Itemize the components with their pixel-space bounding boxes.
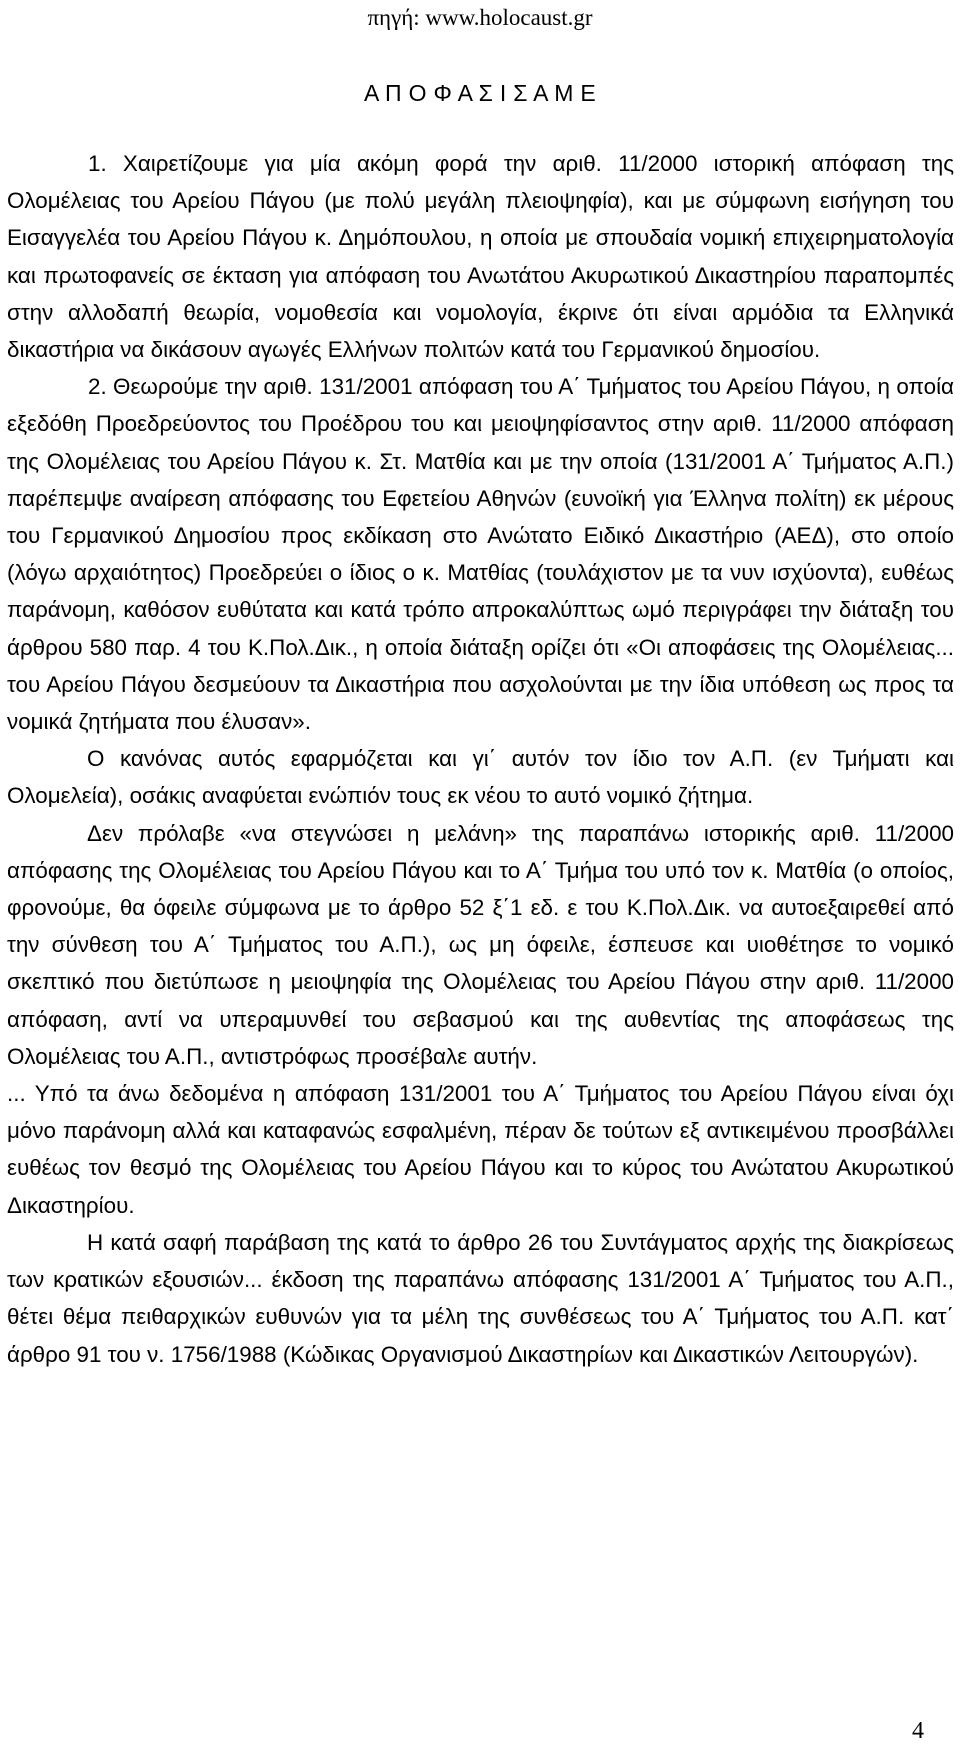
paragraph-4: Δεν πρόλαβε «να στεγνώσει η μελάνη» της παραπάνω ιστορικής αριθ. 11/2000 απόφασης της Ολομέλειας του Αρείου Πάγου και το Α΄ Τμήμα του υπό τον κ. Ματθία (ο οποίος, φρονούμε, θα όφειλε σύμφωνα με το άρθρο 52 ξ΄1 εδ. ε του Κ.Πολ.Δικ. να αυτοεξαιρεθεί από την σύνθεση του Α΄ Τμήματος του Α.Π.), ως μη όφειλε, έσπευσε και υιοθέτησε το νομικό σκεπτικό που διετύπωσε η μειοψηφία της Ολομέλειας του Αρείου Πάγου στην αριθ. 11/2000 απόφαση, αντί να υπεραμυνθεί του σεβασμού και της αυθεντίας της αποφάσεως της Ολομέλειας του Α.Π., αντιστρόφως προσέβαλε αυτήν. — [7, 820, 954, 1069]
page-number: 4 — [912, 1718, 924, 1744]
paragraph-2: 2. Θεωρούμε την αριθ. 131/2001 απόφαση του Α΄ Τμήματος του Αρείου Πάγου, η οποία εξεδόθη Προεδρεύοντος του Προέδρου του και μειοψηφίσαντος στην αριθ. 11/2000 απόφαση της Ολομέλειας του Αρείου Πάγου κ. Στ. Ματθία και με την οποία (131/2001 Α΄ Τμήματος Α.Π.) παρέπεμψε αναίρεση απόφασης του Εφετείου Αθηνών (ευνοϊκή για Έλληνα πολίτη) εκ μέρους του Γερμανικού Δημοσίου προς εκδίκαση στο Ανώτατο Ειδικό Δικαστήριο (ΑΕΔ), στο οποίο (λόγω αρχαιότητος) Προεδρεύει ο ίδιος ο κ. Ματθίας (τουλάχιστον με τα νυν ισχύοντα), ευθέως παράνομη, καθόσον ευθύτατα και κατά τρόπο απροκαλύπτως ωμό περιγράφει την διάταξη του άρθρου 580 παρ. 4 του Κ.Πολ.Δικ., η οποία διάταξη ορίζει ότι «Οι αποφάσεις της Ολομέλειας... του Αρείου Πάγου δεσμεύουν τα Δικαστήρια που ασχολούνται με την ίδια υπόθεση ως προς τα νομικά ζητήματα που έλυσαν». — [7, 374, 954, 735]
source-header: πηγή: www.holocaust.gr — [367, 5, 593, 30]
paragraph-1: 1. Χαιρετίζουμε για μία ακόμη φορά την αριθ. 11/2000 ιστορική απόφαση της Ολομέλειας του Αρείου Πάγου (με πολύ μεγάλη πλειοψηφία), και με σύμφωνη εισήγηση του Εισαγγελέα του Αρείου Πάγου κ. Δημόπουλου, η οποία με σπουδαία νομική επιχειρηματολογία και πρωτοφανείς σε έκταση για απόφαση του Ανωτάτου Ακυρωτικού Δικαστηρίου παραπομπές στην αλλοδαπή θεωρία, νομοθεσία και νομολογία, έκρινε ότι είναι αρμόδια τα Ελληνικά δικαστήρια να δικάσουν αγωγές Ελλήνων πολιτών κατά του Γερμανικού δημοσίου. — [7, 151, 954, 363]
paragraph-3: Ο κανόνας αυτός εφαρμόζεται και γι΄ αυτόν τον ίδιο τον Α.Π. (εν Τμήματι και Ολομελεία), οσάκις αναφύεται ενώπιόν τους εκ νέου το αυτό νομικό ζήτημα. — [7, 746, 954, 809]
document-title: Α Π Ο Φ Α Σ Ι Σ Α Μ Ε — [363, 80, 597, 106]
paragraph-5: ... Υπό τα άνω δεδομένα η απόφαση 131/2001 του Α΄ Τμήματος του Αρείου Πάγου είναι όχι μόνο παράνομη αλλά και καταφανώς εσφαλμένη, πέραν δε τούτων εξ αντικειμένου προσβάλλει ευθέως τον θεσμό της Ολομέλειας του Αρείου Πάγου και το κύρος του Ανώτατου Ακυρωτικού Δικαστηρίου. — [7, 1081, 954, 1218]
paragraph-6: Η κατά σαφή παράβαση της κατά το άρθρο 26 του Συντάγματος αρχής της διακρίσεως των κρατικών εξουσιών... έκδοση της παραπάνω απόφασης 131/2001 Α΄ Τμήματος του Α.Π., θέτει θέμα πειθαρχικών ευθυνών για τα μέλη της συνθέσεως του Α΄ Τμήματος του Α.Π. κατ΄ άρθρο 91 του ν. 1756/1988 (Κώδικας Οργανισμού Δικαστηρίων και Δικαστικών Λειτουργών). — [7, 1229, 954, 1367]
document-body — [7, 145, 954, 1373]
